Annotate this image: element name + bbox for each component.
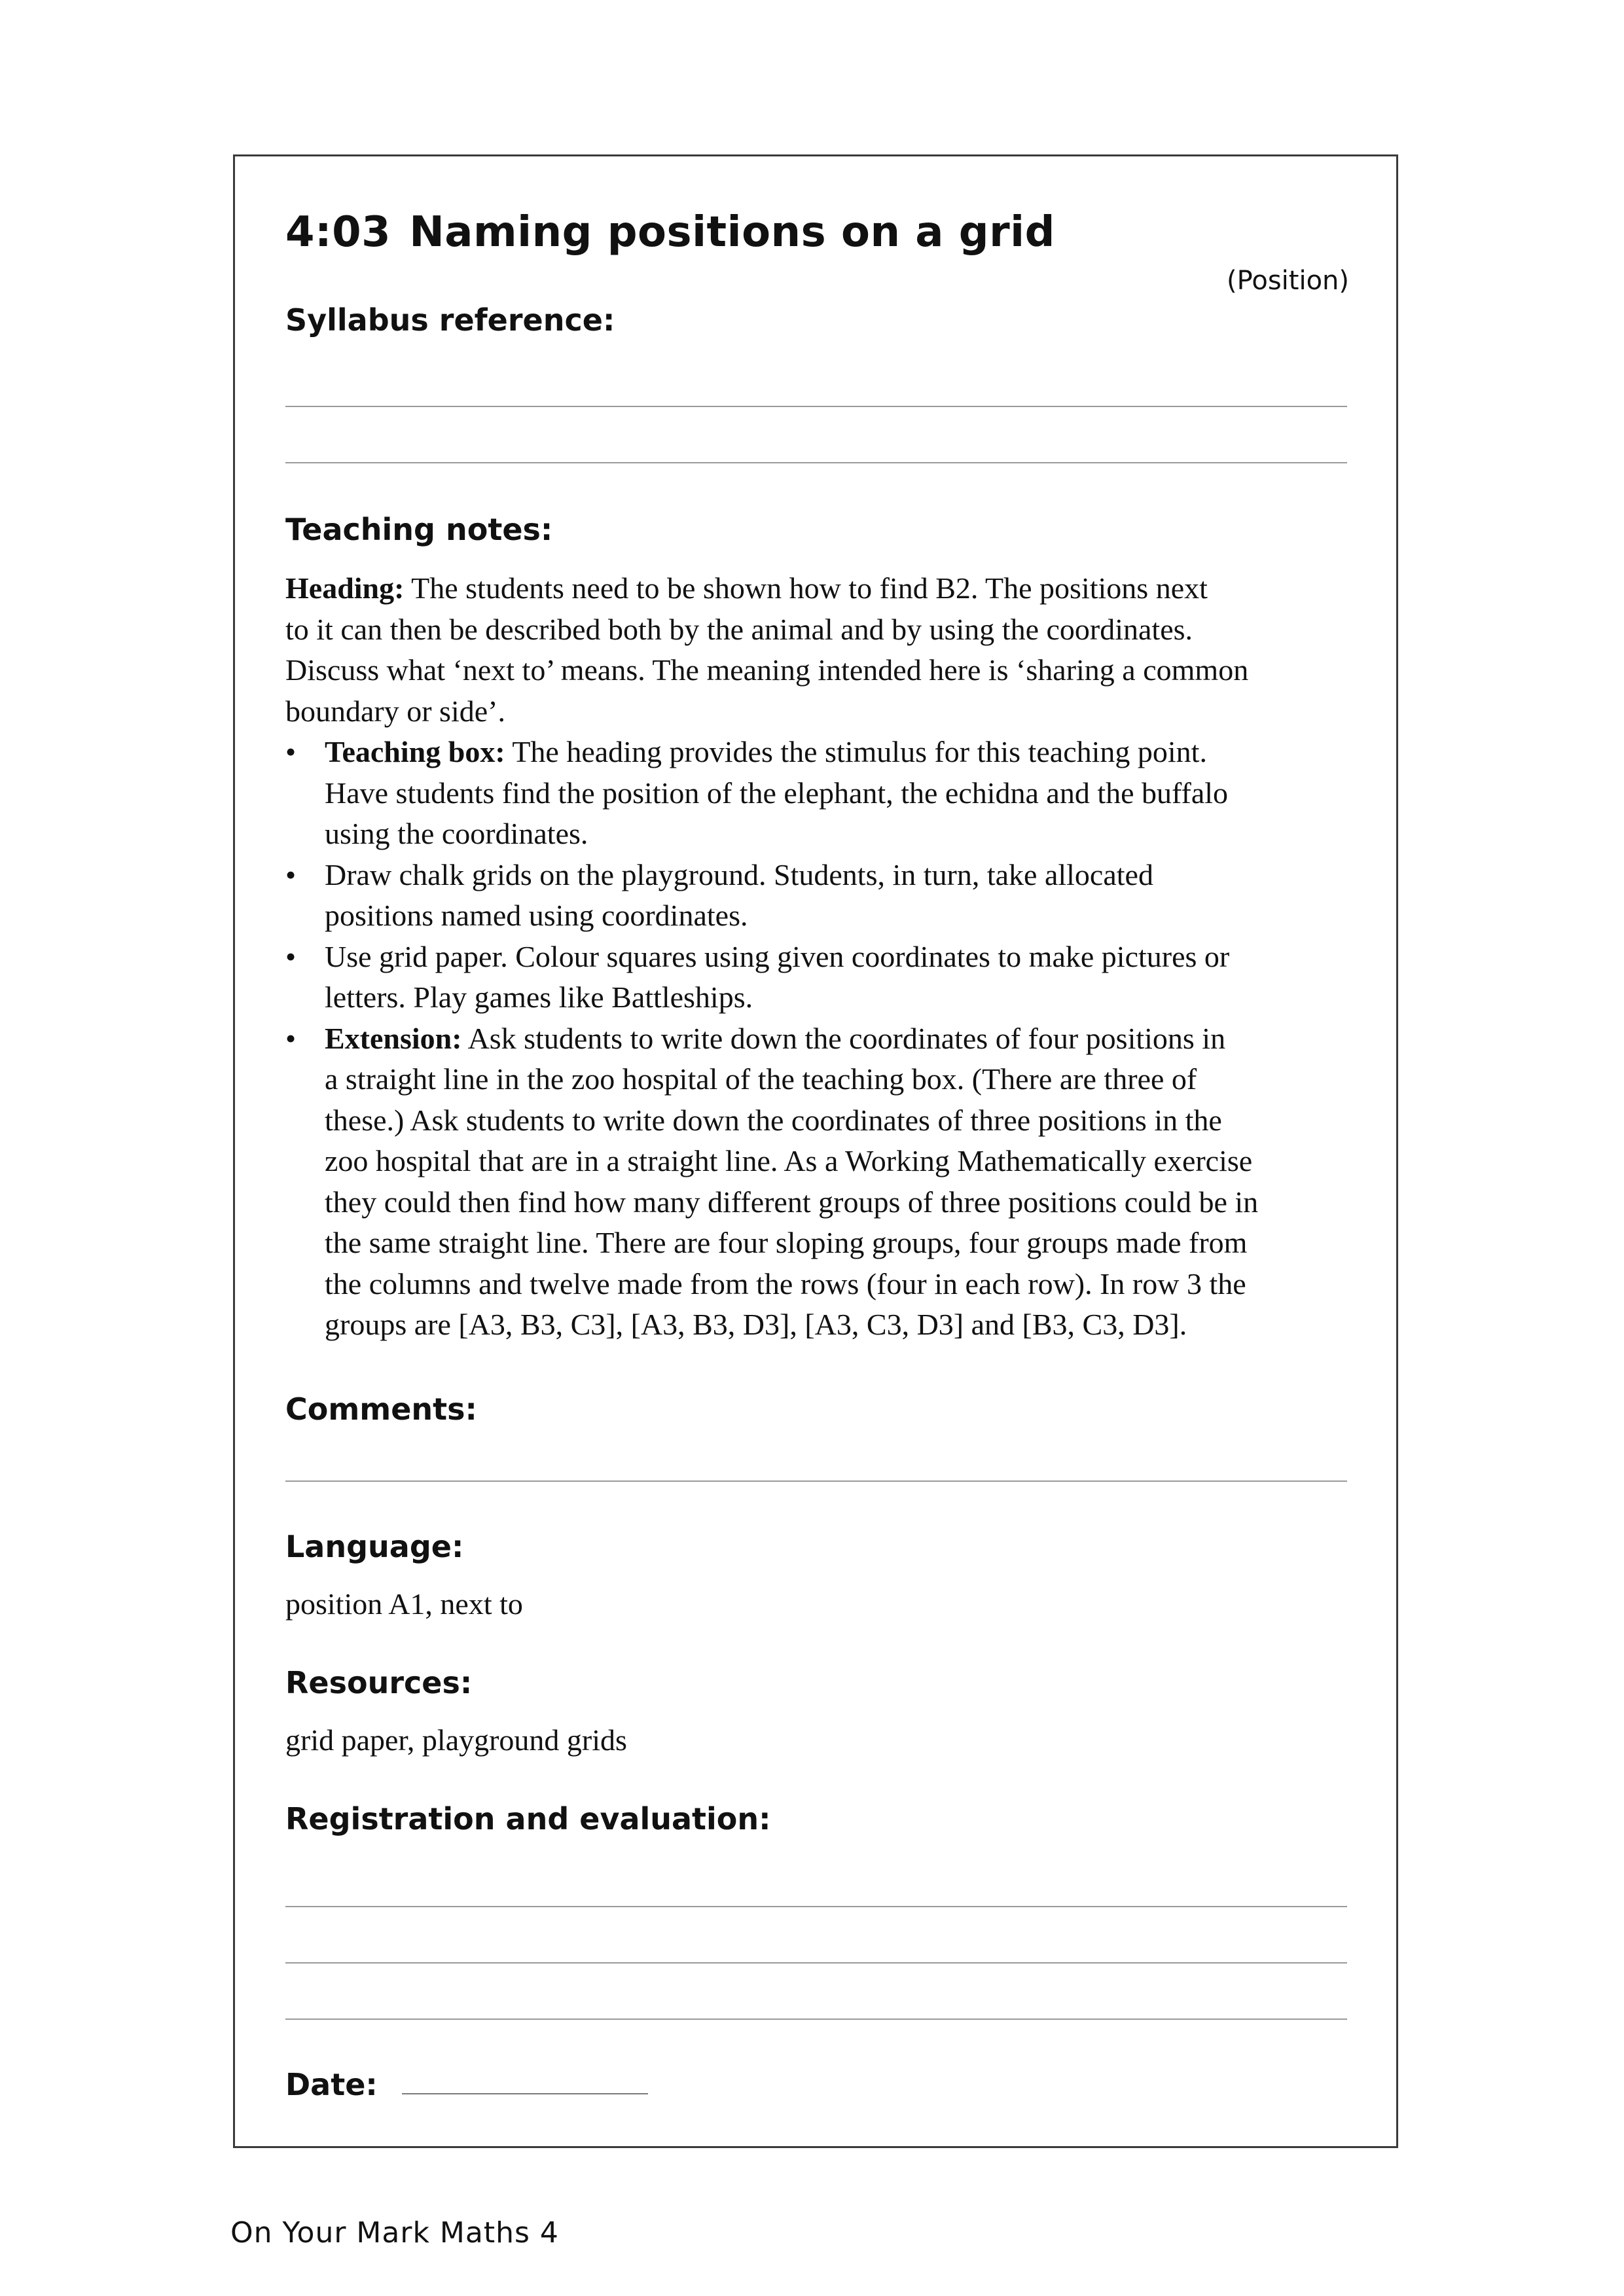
page-title xyxy=(285,208,1055,257)
lesson-title: Naming positions on a grid xyxy=(409,208,1055,257)
date-label: Date: xyxy=(285,2067,378,2102)
bullet-glyph: • xyxy=(285,857,297,891)
language-text: position A1, next to xyxy=(285,1587,523,1621)
heading-line: to it can then be described both by the animal and by using the coordinates. xyxy=(285,612,1193,646)
resources-text: grid paper, playground grids xyxy=(285,1723,627,1757)
lesson-number: 4:03 xyxy=(285,208,391,257)
list-item xyxy=(285,732,1359,855)
registration-writing-line-2 xyxy=(285,1962,1347,1964)
teaching-notes-body xyxy=(285,568,1359,1346)
teaching-notes-heading: Teaching notes: xyxy=(285,512,553,547)
bullet-line: zoo hospital that are in a straight line. As a Working Mathematically exercise xyxy=(325,1144,1253,1177)
comments-heading: Comments: xyxy=(285,1391,477,1427)
heading-lead: Heading: xyxy=(285,571,405,605)
list-item xyxy=(285,1018,1359,1346)
syllabus-reference-heading: Syllabus reference: xyxy=(285,302,615,338)
language-heading: Language: xyxy=(285,1529,464,1564)
syllabus-writing-line-2 xyxy=(285,462,1347,463)
bullet-line: Draw chalk grids on the playground. Students, in turn, take allocated xyxy=(325,857,1153,891)
date-writing-line xyxy=(402,2093,648,2094)
list-item xyxy=(285,855,1359,937)
registration-writing-line-1 xyxy=(285,1906,1347,1907)
bullet-glyph: • xyxy=(285,939,297,973)
heading-line: Discuss what ‘next to’ means. The meaning intended here is ‘sharing a common xyxy=(285,653,1249,687)
bullet-glyph: • xyxy=(285,1021,297,1055)
registration-heading: Registration and evaluation: xyxy=(285,1801,771,1837)
bullet-line: these.) Ask students to write down the coordinates of three positions in the xyxy=(325,1103,1222,1137)
bullet-line: The heading provides the stimulus for this teaching point. xyxy=(512,735,1207,768)
bullet-line: Use grid paper. Colour squares using given coordinates to make pictures or xyxy=(325,939,1230,973)
syllabus-writing-line-1 xyxy=(285,406,1347,407)
comments-writing-line xyxy=(285,1480,1347,1482)
bullet-line: groups are [A3, B3, C3], [A3, B3, D3], [A3, C3, D3] and [B3, C3, D3]. xyxy=(325,1308,1187,1341)
bullet-line: they could then find how many different groups of three positions could be in xyxy=(325,1185,1259,1219)
resources-heading: Resources: xyxy=(285,1665,473,1700)
bullet-line: the same straight line. There are four sloping groups, four groups made from xyxy=(325,1226,1248,1259)
teaching-notes-list xyxy=(285,732,1359,1346)
registration-writing-line-3 xyxy=(285,2018,1347,2020)
page-footer: On Your Mark Maths 4 xyxy=(230,2216,559,2250)
extension-lead: Extension: xyxy=(325,1021,462,1055)
bullet-glyph: • xyxy=(285,735,297,768)
heading-paragraph xyxy=(285,568,1359,732)
heading-line: boundary or side’. xyxy=(285,694,505,728)
bullet-line: using the coordinates. xyxy=(325,817,588,850)
bullet-line: Ask students to write down the coordinates of four positions in xyxy=(467,1021,1226,1055)
strand-label: (Position) xyxy=(1227,266,1349,296)
bullet-line: the columns and twelve made from the rows (four in each row). In row 3 the xyxy=(325,1266,1246,1300)
bullet-line: a straight line in the zoo hospital of the teaching box. (There are three of xyxy=(325,1062,1197,1096)
bullet-line: letters. Play games like Battleships. xyxy=(325,980,753,1014)
teaching-box-lead: Teaching box: xyxy=(325,735,505,768)
bullet-line: positions named using coordinates. xyxy=(325,899,748,932)
list-item xyxy=(285,937,1359,1018)
heading-line: The students need to be shown how to find B2. The positions next xyxy=(411,571,1208,605)
bullet-line: Have students find the position of the elephant, the echidna and the buffalo xyxy=(325,776,1229,810)
